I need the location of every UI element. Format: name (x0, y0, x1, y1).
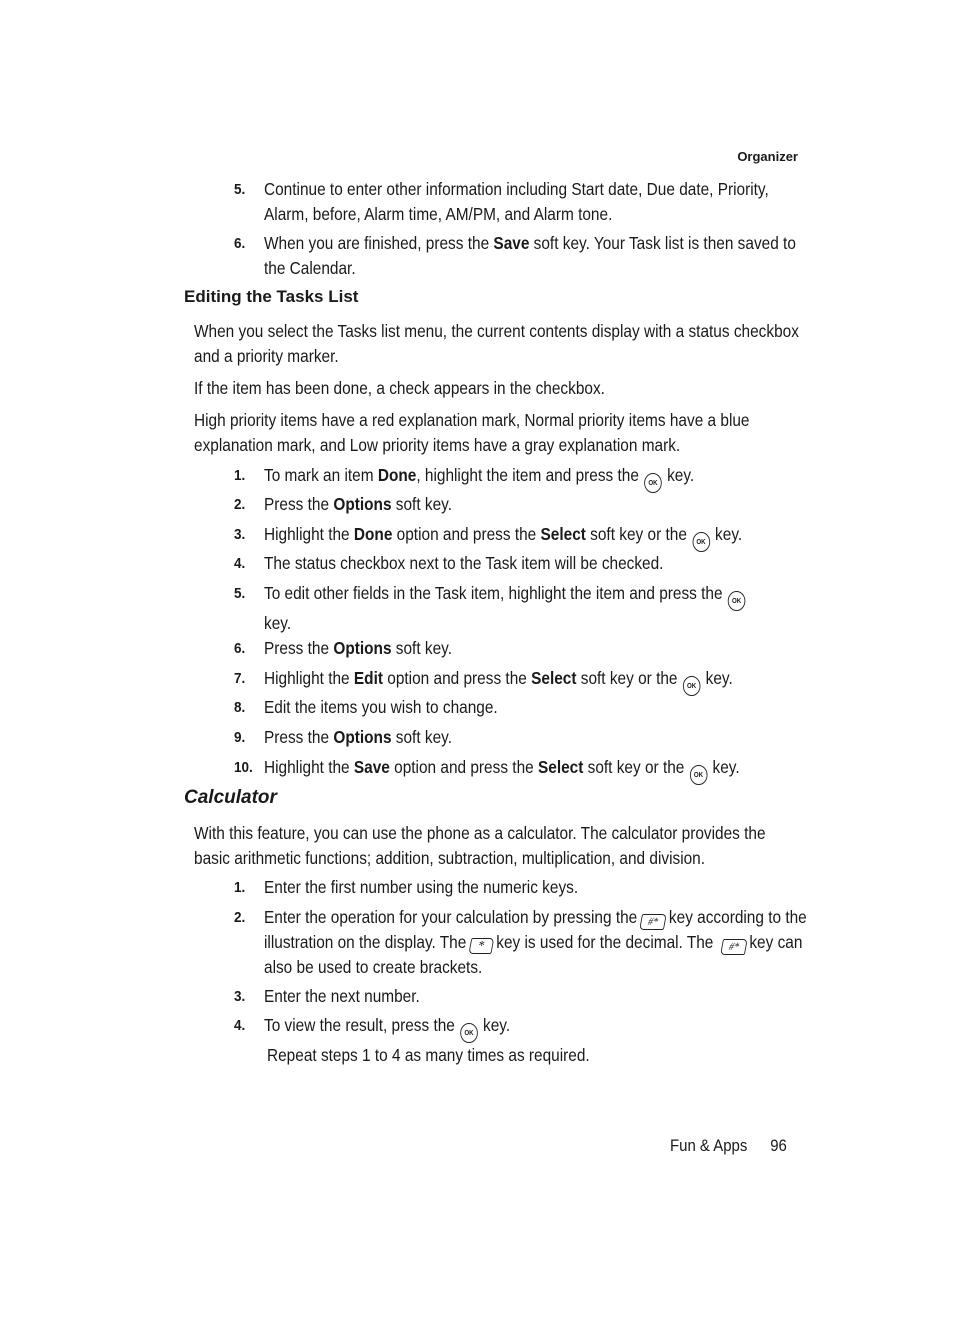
step-text: Highlight the Save option and press the Select soft key or the OK key. (264, 755, 827, 785)
step-text: To mark an item Done, highlight the item and press the OK key. (264, 463, 827, 493)
step-text: Enter the operation for your calculation by pressing the #* key according to the illustration on the display. The * key is used for the decimal. The #* key can also be used to create brackets. (264, 907, 807, 977)
step-number: 1. (234, 467, 246, 484)
step-text: Enter the next number. (264, 986, 420, 1006)
step-number: 7. (234, 670, 246, 687)
step-text: Enter the first number using the numeric keys. (264, 877, 579, 897)
page-number: 96 (770, 1136, 787, 1155)
step-text: Highlight the Done option and press the Select soft key or the OK key. (264, 522, 827, 552)
footer-section: Fun & Apps (670, 1136, 748, 1155)
star-key-icon: * (468, 938, 494, 954)
ok-key-icon: OK (683, 676, 701, 696)
ok-key-icon: OK (690, 765, 708, 785)
step-number: 6. (234, 235, 246, 252)
step-number: 5. (234, 181, 246, 198)
step-number: 3. (234, 526, 246, 543)
step-text: Continue to enter other information including Start date, Due date, Priority, Alarm, before, Alarm time, AM/PM, and Alarm tone. (264, 179, 769, 224)
step-text: The status checkbox next to the Task item will be checked. (264, 553, 664, 573)
ok-key-icon: OK (692, 532, 710, 552)
step-number: 2. (234, 496, 246, 513)
step-number: 6. (234, 640, 246, 657)
step-number: 8. (234, 699, 246, 716)
paragraph: If the item has been done, a check appears in the checkbox. (194, 378, 605, 398)
paragraph: When you select the Tasks list menu, the current contents display with a status checkbox and a priority marker. (194, 321, 799, 366)
section-heading-editing: Editing the Tasks List (184, 287, 359, 306)
paragraph: With this feature, you can use the phone as a calculator. The calculator provides the basic arithmetic functions; addition, subtraction, multiplication, and division. (194, 823, 766, 868)
step-text: To view the result, press the OK key. (264, 1013, 827, 1043)
step-text: Press the Options soft key. (264, 727, 453, 747)
step-text: When you are finished, press the Save soft key. Your Task list is then saved to the Calendar. (264, 233, 796, 278)
step-text: Edit the items you wish to change. (264, 697, 498, 717)
step-number: 5. (234, 585, 246, 602)
step-text: Highlight the Edit option and press the Select soft key or the OK key. (264, 666, 827, 696)
step-number: 9. (234, 729, 246, 746)
step-text: Press the Options soft key. (264, 494, 453, 514)
step-number: 3. (234, 988, 246, 1005)
step-number: 4. (234, 1017, 246, 1034)
page-footer (670, 1136, 810, 1156)
paragraph: High priority items have a red explanation mark, Normal priority items have a blue explanation mark, and Low priority items have a gray explanation mark. (194, 410, 750, 455)
hash-key-icon: #* (720, 939, 748, 955)
ok-key-icon: OK (644, 473, 662, 493)
page-header-section: Organizer (737, 149, 798, 164)
repeat-note: Repeat steps 1 to 4 as many times as required. (267, 1045, 590, 1065)
step-number: 1. (234, 879, 246, 896)
step-number: 4. (234, 555, 246, 572)
hash-key-icon: #* (639, 914, 667, 930)
step-text: To edit other fields in the Task item, highlight the item and press the OK key. (264, 581, 805, 636)
step-text: Press the Options soft key. (264, 638, 453, 658)
ok-key-icon: OK (728, 591, 746, 611)
step-number: 2. (234, 909, 246, 926)
ok-key-icon: OK (460, 1023, 478, 1043)
step-number: 10. (234, 759, 253, 776)
section-heading-calculator: Calculator (184, 787, 277, 808)
